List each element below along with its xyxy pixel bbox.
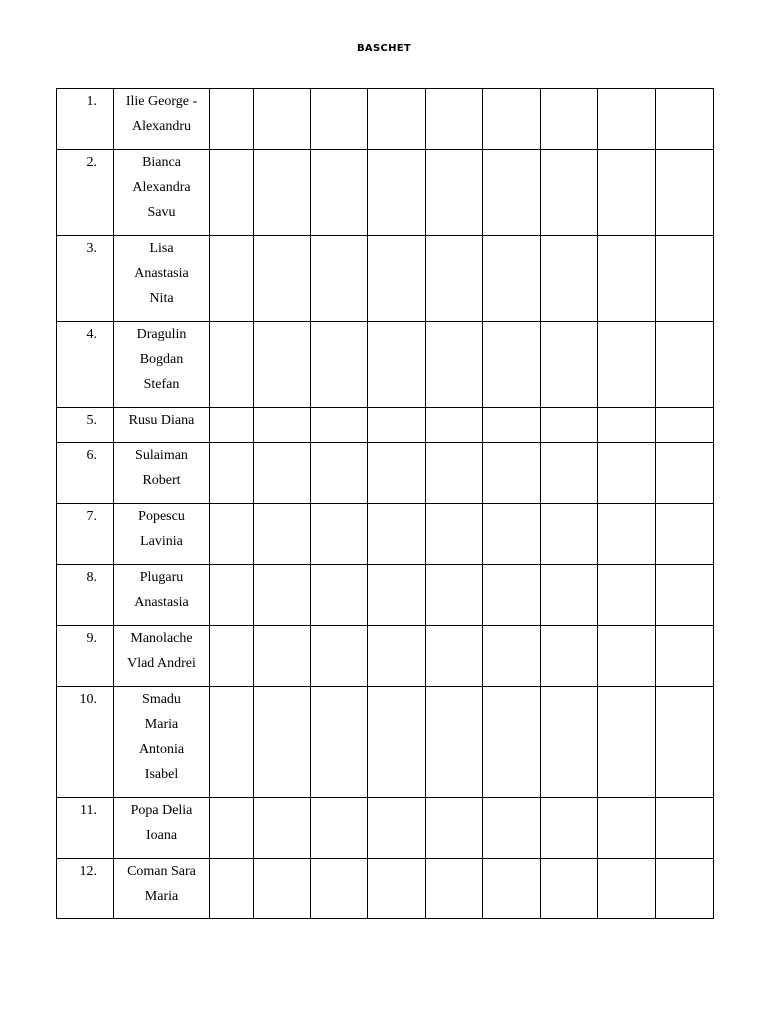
score-cell bbox=[311, 687, 368, 798]
score-cell bbox=[254, 236, 311, 322]
score-cell bbox=[210, 626, 254, 687]
score-cell bbox=[656, 89, 714, 150]
student-name: Ilie George - Alexandru bbox=[114, 89, 210, 150]
score-cell bbox=[541, 236, 598, 322]
table-row bbox=[57, 687, 714, 798]
score-cell bbox=[541, 798, 598, 859]
row-number: 5. bbox=[57, 408, 114, 443]
score-cell bbox=[368, 504, 426, 565]
score-cell bbox=[311, 859, 368, 919]
score-cell bbox=[483, 504, 541, 565]
score-cell bbox=[426, 150, 483, 236]
score-cell bbox=[210, 89, 254, 150]
table-row bbox=[57, 859, 714, 919]
score-cell bbox=[254, 798, 311, 859]
row-number: 9. bbox=[57, 626, 114, 687]
student-name: Plugaru Anastasia bbox=[114, 565, 210, 626]
score-cell bbox=[210, 236, 254, 322]
score-cell bbox=[541, 565, 598, 626]
score-cell bbox=[311, 322, 368, 408]
score-cell bbox=[426, 626, 483, 687]
score-cell bbox=[483, 443, 541, 504]
score-cell bbox=[210, 859, 254, 919]
score-cell bbox=[210, 504, 254, 565]
score-cell bbox=[598, 408, 656, 443]
score-cell bbox=[368, 565, 426, 626]
score-cell bbox=[656, 798, 714, 859]
score-cell bbox=[483, 408, 541, 443]
score-cell bbox=[656, 565, 714, 626]
score-cell bbox=[254, 565, 311, 626]
score-cell bbox=[368, 89, 426, 150]
table-row bbox=[57, 504, 714, 565]
row-number: 11. bbox=[57, 798, 114, 859]
score-cell bbox=[656, 626, 714, 687]
table-row bbox=[57, 236, 714, 322]
score-cell bbox=[483, 859, 541, 919]
score-cell bbox=[483, 322, 541, 408]
table-row bbox=[57, 565, 714, 626]
score-cell bbox=[483, 565, 541, 626]
table-row bbox=[57, 322, 714, 408]
score-cell bbox=[311, 443, 368, 504]
row-number: 2. bbox=[57, 150, 114, 236]
score-cell bbox=[254, 408, 311, 443]
score-cell bbox=[426, 687, 483, 798]
student-name: Sulaiman Robert bbox=[114, 443, 210, 504]
score-cell bbox=[598, 859, 656, 919]
score-cell bbox=[598, 236, 656, 322]
row-number: 8. bbox=[57, 565, 114, 626]
score-cell bbox=[368, 322, 426, 408]
row-number: 3. bbox=[57, 236, 114, 322]
score-cell bbox=[368, 798, 426, 859]
table-row bbox=[57, 89, 714, 150]
score-cell bbox=[541, 443, 598, 504]
student-name: Smadu Maria Antonia Isabel bbox=[114, 687, 210, 798]
student-name: Bianca Alexandra Savu bbox=[114, 150, 210, 236]
score-cell bbox=[254, 687, 311, 798]
score-cell bbox=[426, 322, 483, 408]
score-cell bbox=[368, 236, 426, 322]
score-cell bbox=[598, 626, 656, 687]
score-cell bbox=[426, 443, 483, 504]
score-cell bbox=[368, 408, 426, 443]
score-cell bbox=[210, 322, 254, 408]
score-cell bbox=[426, 408, 483, 443]
score-cell bbox=[368, 687, 426, 798]
score-cell bbox=[368, 443, 426, 504]
student-name: Coman Sara Maria bbox=[114, 859, 210, 919]
score-cell bbox=[426, 798, 483, 859]
score-cell bbox=[656, 236, 714, 322]
score-cell bbox=[311, 150, 368, 236]
score-cell bbox=[598, 89, 656, 150]
score-cell bbox=[483, 687, 541, 798]
row-number: 4. bbox=[57, 322, 114, 408]
score-cell bbox=[656, 504, 714, 565]
score-cell bbox=[426, 565, 483, 626]
student-name: Manolache Vlad Andrei bbox=[114, 626, 210, 687]
table-row bbox=[57, 443, 714, 504]
score-cell bbox=[656, 150, 714, 236]
score-cell bbox=[311, 408, 368, 443]
score-cell bbox=[368, 150, 426, 236]
roster-table bbox=[56, 88, 714, 919]
score-cell bbox=[541, 504, 598, 565]
score-cell bbox=[311, 89, 368, 150]
score-cell bbox=[254, 443, 311, 504]
score-cell bbox=[210, 150, 254, 236]
score-cell bbox=[541, 687, 598, 798]
score-cell bbox=[254, 322, 311, 408]
score-cell bbox=[368, 626, 426, 687]
table-row bbox=[57, 798, 714, 859]
score-cell bbox=[656, 408, 714, 443]
document-title: BASCHET bbox=[356, 43, 412, 54]
score-cell bbox=[254, 89, 311, 150]
student-name: Popescu Lavinia bbox=[114, 504, 210, 565]
score-cell bbox=[311, 626, 368, 687]
score-cell bbox=[598, 565, 656, 626]
table-row bbox=[57, 408, 714, 443]
row-number: 6. bbox=[57, 443, 114, 504]
score-cell bbox=[598, 504, 656, 565]
score-cell bbox=[311, 565, 368, 626]
score-cell bbox=[210, 443, 254, 504]
score-cell bbox=[598, 150, 656, 236]
row-number: 7. bbox=[57, 504, 114, 565]
score-cell bbox=[210, 687, 254, 798]
row-number: 1. bbox=[57, 89, 114, 150]
row-number: 10. bbox=[57, 687, 114, 798]
score-cell bbox=[598, 798, 656, 859]
score-cell bbox=[656, 322, 714, 408]
score-cell bbox=[368, 859, 426, 919]
score-cell bbox=[483, 798, 541, 859]
score-cell bbox=[311, 504, 368, 565]
score-cell bbox=[598, 443, 656, 504]
table-row bbox=[57, 626, 714, 687]
score-cell bbox=[426, 236, 483, 322]
score-cell bbox=[311, 798, 368, 859]
student-name: Dragulin Bogdan Stefan bbox=[114, 322, 210, 408]
score-cell bbox=[254, 150, 311, 236]
score-cell bbox=[254, 504, 311, 565]
student-name: Lisa Anastasia Nita bbox=[114, 236, 210, 322]
table-row bbox=[57, 150, 714, 236]
score-cell bbox=[656, 859, 714, 919]
score-cell bbox=[598, 687, 656, 798]
score-cell bbox=[426, 89, 483, 150]
score-cell bbox=[483, 626, 541, 687]
score-cell bbox=[254, 859, 311, 919]
student-name: Rusu Diana bbox=[114, 408, 210, 443]
score-cell bbox=[541, 626, 598, 687]
score-cell bbox=[483, 89, 541, 150]
score-cell bbox=[656, 687, 714, 798]
score-cell bbox=[210, 565, 254, 626]
score-cell bbox=[541, 322, 598, 408]
score-cell bbox=[254, 626, 311, 687]
score-cell bbox=[426, 504, 483, 565]
score-cell bbox=[311, 236, 368, 322]
score-cell bbox=[426, 859, 483, 919]
score-cell bbox=[483, 150, 541, 236]
score-cell bbox=[598, 322, 656, 408]
score-cell bbox=[210, 408, 254, 443]
score-cell bbox=[541, 859, 598, 919]
score-cell bbox=[541, 150, 598, 236]
student-name: Popa Delia Ioana bbox=[114, 798, 210, 859]
score-cell bbox=[483, 236, 541, 322]
score-cell bbox=[210, 798, 254, 859]
score-cell bbox=[656, 443, 714, 504]
score-cell bbox=[541, 408, 598, 443]
score-cell bbox=[541, 89, 598, 150]
row-number: 12. bbox=[57, 859, 114, 919]
